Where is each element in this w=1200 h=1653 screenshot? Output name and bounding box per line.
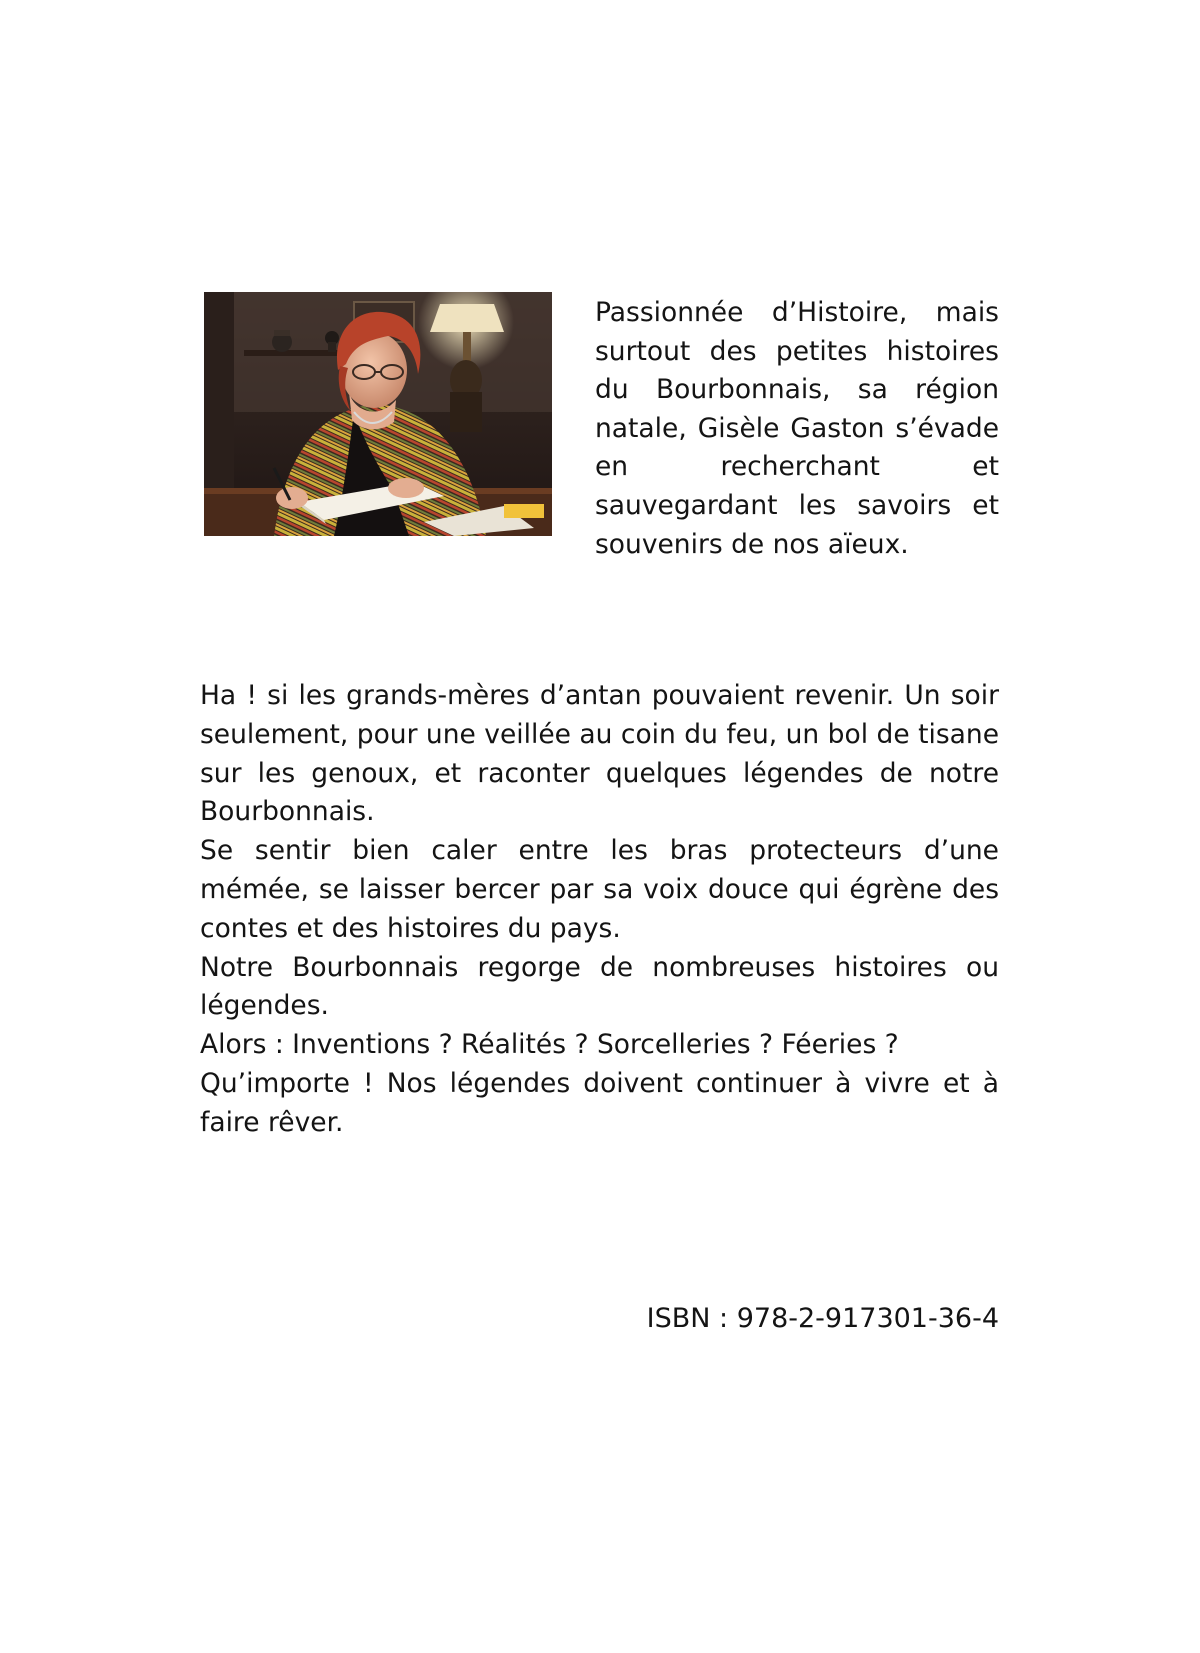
isbn-number: ISBN : 978-2-917301-36-4 [646, 1303, 999, 1334]
blurb-paragraph: Notre Bourbonnais regorge de nombreuses histoires ou légendes. [200, 951, 999, 1022]
blurb-paragraph: Ha ! si les grands-mères d’antan pouvaient revenir. Un soir seulement, pour une veillée au coin du feu, un bol de tisane sur les genoux, et raconter quelques légendes de notre Bourbonnais. [200, 680, 999, 828]
author-bio: Passionnée d’Histoire, mais surtout des petites histoires du Bourbonnais, sa région natale, Gisèle Gaston s’évade en recherchant et sauvegardant les savoirs et souvenirs de nos aïeux. [595, 297, 999, 560]
author-photo [204, 292, 552, 536]
blurb-paragraph: Qu’importe ! Nos légendes doivent continuer à vivre et à faire rêver. [200, 1067, 999, 1138]
author-photo-illustration [204, 292, 552, 536]
book-blurb [200, 677, 999, 1143]
blurb-paragraph: Se sentir bien caler entre les bras protecteurs d’une mémée, se laisser bercer par sa voix douce qui égrène des contes et des histoires du pays. [200, 835, 999, 944]
blurb-paragraph: Alors : Inventions ? Réalités ? Sorcelleries ? Féeries ? [200, 1029, 899, 1061]
